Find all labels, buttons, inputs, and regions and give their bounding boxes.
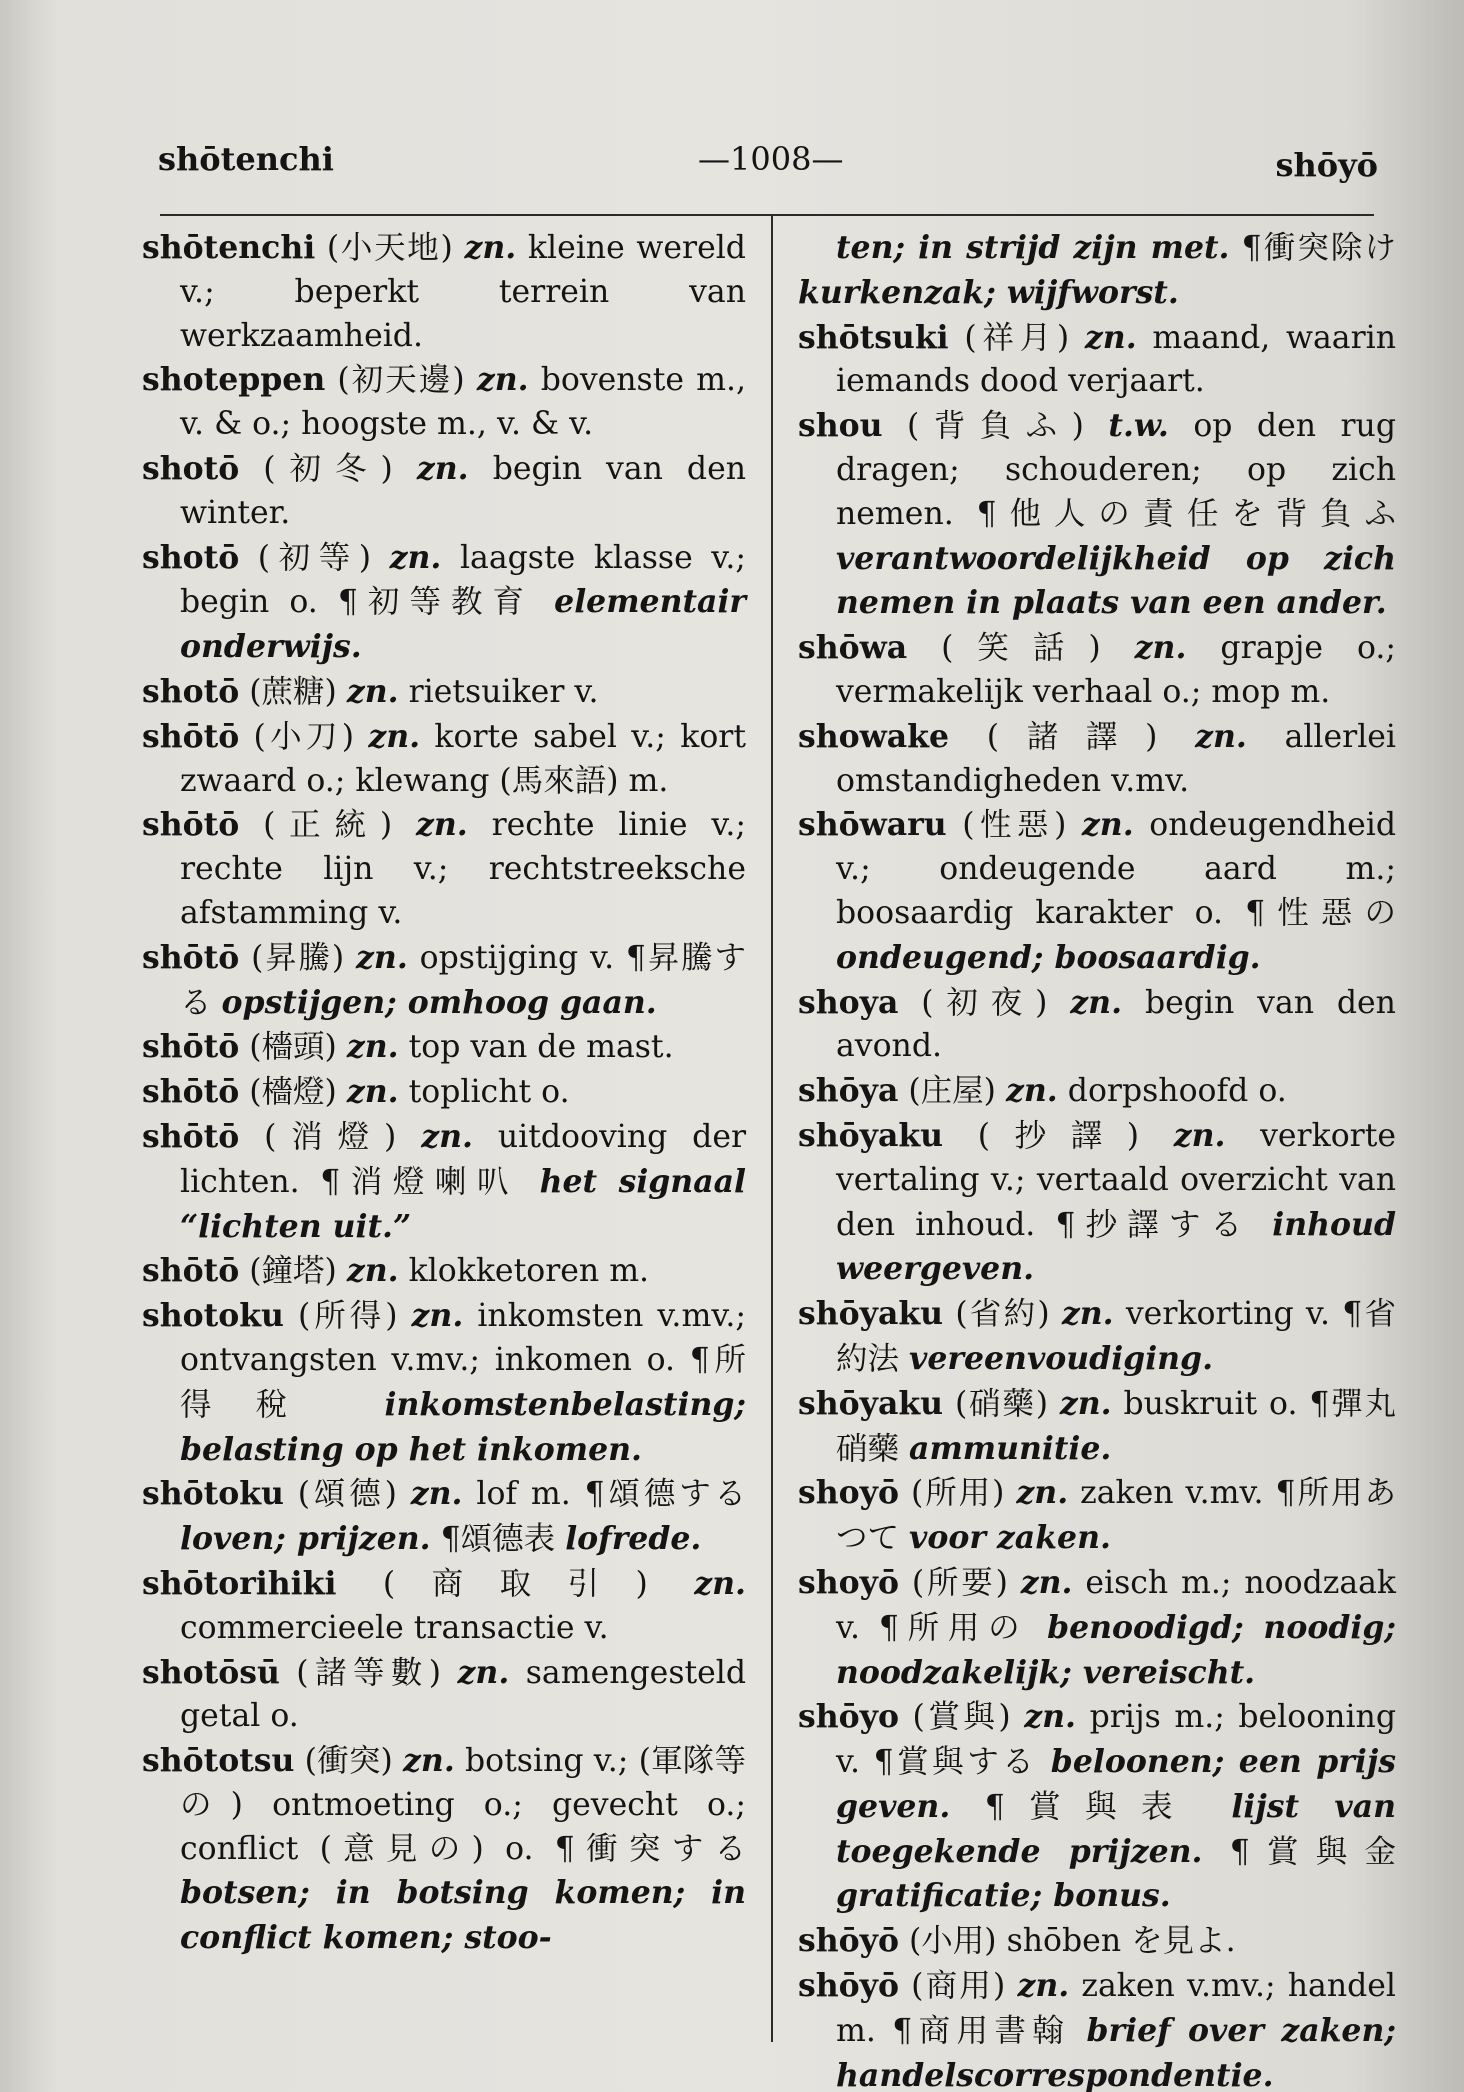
entry-kanji: (初等) [257, 539, 372, 576]
entry-definition: eisch m.; noodzaak v. ¶所用の [836, 1564, 1397, 1646]
entry-grammar: t.w. [1108, 407, 1169, 445]
entry-definition: verkorte vertaling v.; vertaald overzicht van den inhoud. ¶抄譯する [836, 1117, 1397, 1243]
dictionary-entry [142, 358, 746, 447]
entry-definition: ¶賞與金 [1229, 1833, 1396, 1870]
dictionary-entry [142, 447, 746, 536]
dictionary-entry [142, 803, 746, 935]
entry-kanji: (所用) [910, 1475, 1005, 1512]
dictionary-entry [142, 670, 746, 715]
entry-definition: uitdooving der lichten. ¶消燈喇叭 [180, 1118, 747, 1200]
entry-grammar: zn. [464, 229, 517, 266]
entry-headword: shōyō [798, 1922, 899, 1960]
entry-definition: maand, waarin iemands dood verjaart. [836, 319, 1397, 400]
entry-definition: kleine wereld v.; beperkt terrein van werkzaamheid. [180, 230, 746, 354]
entry-kanji: (檣頭) [249, 1029, 337, 1066]
entry-kanji: (初夜) [921, 984, 1048, 1021]
entry-definition: op den rug dragen; schouderen; op zich nemen. ¶他人の責任を背負ふ [836, 408, 1396, 532]
entry-grammar: zn. [410, 1475, 463, 1513]
entry-kanji: (小天地) [326, 230, 453, 266]
entry-headword: shotō [142, 449, 240, 487]
entry-grammar: zn. [1024, 1698, 1077, 1736]
entry-grammar: zn. [694, 1564, 747, 1602]
dictionary-entry [798, 1561, 1396, 1695]
entry-kanji: (祥月) [964, 319, 1070, 356]
entry-kanji: (諸譯) [986, 718, 1158, 755]
entry-definition: laagste klasse v.; begin o. ¶初等教育 [180, 539, 746, 621]
entry-definition: ¶頌德表 [440, 1521, 556, 1558]
entry-grammar: zn. [346, 1028, 399, 1066]
entry-definition: ondeugendheid v.; ondeugende aard m.; boosaardig karakter o. ¶性惡の [836, 807, 1397, 931]
entry-example: beloonen; een prijs geven. [836, 1743, 1396, 1825]
entry-kanji: (性惡) [962, 807, 1067, 844]
entry-headword: shotō [142, 672, 240, 710]
entry-kanji: (商取引) [382, 1565, 648, 1602]
entry-grammar: zn. [1016, 1474, 1069, 1512]
entry-example: ammunitie. [909, 1429, 1112, 1467]
entry-headword: shōyō [798, 1967, 899, 2005]
entry-grammar: zn. [415, 806, 468, 844]
entry-grammar: zn. [1081, 806, 1134, 844]
entry-headword: shoyō [798, 1563, 899, 1601]
entry-example: inhoud weergeven. [836, 1205, 1396, 1288]
entry-definition: shōben を見よ. [1006, 1923, 1236, 1960]
right-column [798, 226, 1396, 2092]
entry-definition: verkorting v. ¶省約法 [836, 1296, 1397, 1377]
entry-headword: shōyaku [798, 1116, 944, 1154]
entry-headword: shotō [142, 538, 240, 576]
entry-headword: shōtenchi [142, 229, 316, 266]
entry-headword: shōtō [142, 717, 240, 755]
page-header [158, 140, 1378, 188]
entry-headword: shoteppen [142, 361, 326, 399]
entry-definition: grapje o.; vermakelijk verhaal o.; mop m. [836, 630, 1396, 710]
entry-grammar: zn. [368, 717, 421, 755]
entry-headword: shou [798, 407, 883, 445]
entry-definition: bovenste m., v. & o.; hoogste m., v. & v. [180, 362, 746, 443]
entry-grammar: zn. [457, 1653, 510, 1691]
dictionary-entry [142, 1651, 746, 1740]
entry-kanji: (背負ふ) [907, 408, 1084, 445]
entry-kanji: (省約) [955, 1296, 1050, 1333]
dictionary-entry [142, 1070, 746, 1115]
entry-headword: shōtoku [142, 1475, 284, 1513]
entry-example: opstijgen; omhoog gaan. [221, 983, 657, 1021]
dictionary-entry [142, 1249, 746, 1294]
dictionary-entry [142, 1739, 746, 1961]
entry-example: ondeugend; boosaardig. [836, 938, 1261, 976]
entry-headword: shōwa [798, 629, 908, 667]
entry-example: elementair onderwijs. [180, 583, 747, 666]
dictionary-entry [798, 226, 1396, 316]
entry-headword: shōtō [142, 938, 240, 976]
entry-example: lijst van toegekende prijzen. [836, 1787, 1397, 1870]
entry-kanji: (商用) [911, 1968, 1006, 2005]
entry-definition: lof m. ¶頌德する [476, 1476, 747, 1513]
entry-headword: shōtotsu [142, 1742, 295, 1780]
page-number: —1008— [698, 140, 844, 178]
entry-grammar: zn. [346, 672, 399, 710]
entry-kanji: (蔗糖) [249, 673, 337, 710]
dictionary-entry [798, 1471, 1396, 1561]
header-first-entry: shōtenchi [158, 140, 334, 178]
entry-definition: ¶衝突除け [1241, 230, 1397, 266]
entry-kanji: (正統) [263, 807, 393, 844]
entry-headword: shōwaru [798, 806, 947, 844]
entry-headword: shoya [798, 983, 899, 1021]
entry-grammar: zn. [1070, 983, 1123, 1021]
dictionary-entry [798, 1292, 1396, 1382]
entry-headword: shōtō [142, 806, 240, 844]
dictionary-entry [142, 1562, 746, 1651]
dictionary-entry [798, 1695, 1396, 1919]
entry-grammar: zn. [389, 538, 442, 576]
entry-definition: korte sabel v.; kort zwaard o.; klewang (馬來語) m. [180, 718, 746, 799]
entry-kanji: (消燈) [264, 1118, 397, 1155]
entry-grammar: zn. [1020, 1563, 1073, 1601]
entry-definition: samengesteld getal o. [180, 1654, 747, 1735]
entry-kanji: (鐘塔) [249, 1253, 337, 1290]
entry-grammar: zn. [1006, 1072, 1058, 1110]
dictionary-entry [142, 936, 746, 1026]
entry-definition: begin van den winter. [180, 450, 747, 531]
entry-kanji: (初冬) [263, 450, 393, 487]
entry-kanji: (庄屋) [908, 1073, 996, 1110]
entry-headword: shōyaku [798, 1295, 944, 1333]
dictionary-entry [798, 316, 1396, 405]
entry-kanji: (抄譯) [977, 1117, 1140, 1154]
entry-kanji: (小用) [908, 1923, 997, 1960]
entry-example: lofrede. [565, 1520, 702, 1558]
entry-example: verantwoordelijkheid op zich nemen in plaats van een ander. [836, 539, 1396, 622]
entry-headword: shōyaku [798, 1384, 944, 1422]
entry-headword: shotōsū [142, 1653, 280, 1691]
entry-grammar: zn. [1084, 318, 1137, 356]
entry-kanji: (初天邊) [337, 362, 465, 399]
entry-grammar: zn. [356, 938, 408, 976]
entry-example: ten; in strijd zijn met. [836, 229, 1230, 266]
entry-headword: shōyo [798, 1698, 899, 1736]
entry-headword: shotoku [142, 1297, 284, 1335]
dictionary-entry [798, 1069, 1396, 1114]
entry-definition: opstijging v. ¶昇騰する [180, 939, 746, 1021]
entry-grammar: zn. [416, 449, 469, 487]
entry-definition: toplicht o. [408, 1074, 570, 1111]
entry-kanji: (笑話) [941, 630, 1101, 667]
header-last-entry: shōyō [1275, 146, 1378, 184]
entry-definition: dorpshoofd o. [1067, 1073, 1287, 1110]
entry-headword: shōtsuki [798, 318, 949, 356]
entry-grammar: zn. [346, 1073, 399, 1111]
entry-kanji: (硝藥) [954, 1385, 1048, 1422]
dictionary-entry [142, 1472, 746, 1562]
entry-headword: shoyō [798, 1474, 899, 1512]
dictionary-entry [798, 803, 1396, 980]
entry-definition: klokketoren m. [408, 1253, 650, 1290]
header-rule [160, 214, 1374, 216]
entry-kanji: (賞與) [912, 1699, 1011, 1736]
entry-grammar: zn. [1059, 1384, 1112, 1422]
entry-example: gratificatie; bonus. [836, 1877, 1171, 1915]
entry-definition: inkomsten v.mv.; ontvangsten v.mv.; inkomen o. ¶所得稅 [180, 1298, 746, 1423]
entry-definition: zaken v.mv.; handel m. ¶商用書翰 [836, 1968, 1397, 2049]
dictionary-entry [798, 1382, 1396, 1472]
column-divider [771, 216, 773, 2042]
entry-headword: showake [798, 717, 950, 755]
dictionary-entry [798, 1919, 1396, 1964]
entry-grammar: zn. [1017, 1967, 1070, 2005]
entry-definition: zaken v.mv. ¶所用あつて [836, 1475, 1396, 1557]
dictionary-entry [142, 1294, 746, 1472]
entry-definition: botsing v.; (軍隊等の) ontmoeting o.; gevecht o.; conflict (意見の) o. ¶衝突する [180, 1743, 746, 1867]
entry-definition: commercieele transactie v. [180, 1609, 609, 1646]
left-column [142, 226, 746, 1961]
entry-definition: buskruit o. ¶彈丸硝藥 [836, 1385, 1396, 1467]
entry-example: het signaal “lichten uit.” [180, 1162, 746, 1245]
entry-kanji: (諸等數) [296, 1654, 442, 1691]
entry-grammar: zn. [346, 1252, 399, 1290]
entry-headword: shōtō [142, 1028, 240, 1066]
entry-example: kurkenzak; wijfworst. [798, 273, 1179, 311]
dictionary-entry [798, 715, 1396, 804]
dictionary-entry [142, 1115, 746, 1249]
entry-headword: shōtō [142, 1073, 240, 1111]
entry-grammar: zn. [1173, 1116, 1226, 1154]
entry-grammar: zn. [411, 1297, 464, 1335]
entry-kanji: (衝突) [304, 1743, 393, 1780]
dictionary-entry [798, 981, 1396, 1070]
entry-definition: rietsuiker v. [408, 673, 599, 710]
entry-headword: shōtorihiki [142, 1564, 337, 1602]
entry-grammar: zn. [1061, 1295, 1114, 1333]
entry-grammar: zn. [403, 1742, 455, 1780]
entry-example: voor zaken. [909, 1519, 1111, 1557]
dictionary-entry [142, 536, 746, 670]
entry-definition: begin van den avond. [836, 984, 1396, 1065]
entry-grammar: zn. [1195, 717, 1247, 755]
entry-headword: shōya [798, 1072, 899, 1110]
entry-example: botsen; in botsing komen; in conflict komen; stoo- [180, 1874, 746, 1957]
entry-kanji: (所要) [911, 1564, 1008, 1601]
entry-example: loven; prijzen. [180, 1520, 431, 1558]
entry-grammar: zn. [476, 361, 529, 399]
dictionary-entry [798, 626, 1396, 715]
entry-headword: shōtō [142, 1117, 240, 1155]
entry-example: brief over zaken; handelscorrespondentie. [836, 2011, 1397, 2092]
entry-grammar: zn. [421, 1117, 473, 1155]
dictionary-entry [798, 1964, 1396, 2092]
entry-kanji: (昇騰) [251, 939, 345, 976]
dictionary-entry [798, 1114, 1396, 1292]
entry-kanji: (檣燈) [249, 1074, 337, 1111]
dictionary-entry [798, 404, 1396, 626]
entry-grammar: zn. [1134, 629, 1187, 667]
entry-example: inkomstenbelasting; belasting op het inkomen. [180, 1385, 746, 1468]
entry-definition: prijs m.; belooning v. ¶賞與する [836, 1699, 1396, 1781]
entry-kanji: (頌德) [297, 1476, 397, 1513]
entry-definition: rechte linie v.; rechte lijn v.; rechtstreeksche afstamming v. [180, 807, 746, 931]
dictionary-entry [142, 226, 746, 358]
dictionary-entry [142, 1025, 746, 1070]
entry-definition: ¶賞與表 [984, 1788, 1197, 1825]
entry-example: vereenvoudiging. [909, 1339, 1214, 1377]
entry-kanji: (小刀) [253, 718, 354, 755]
entry-definition: allerlei omstandigheden v.mv. [836, 718, 1396, 799]
entry-kanji: (所得) [297, 1298, 398, 1335]
entry-headword: shōtō [142, 1252, 240, 1290]
dictionary-entry [142, 715, 746, 804]
entry-definition: top van de mast. [408, 1029, 674, 1066]
entry-example: benoodigd; noodig; noodzakelijk; vereischt. [836, 1608, 1396, 1691]
